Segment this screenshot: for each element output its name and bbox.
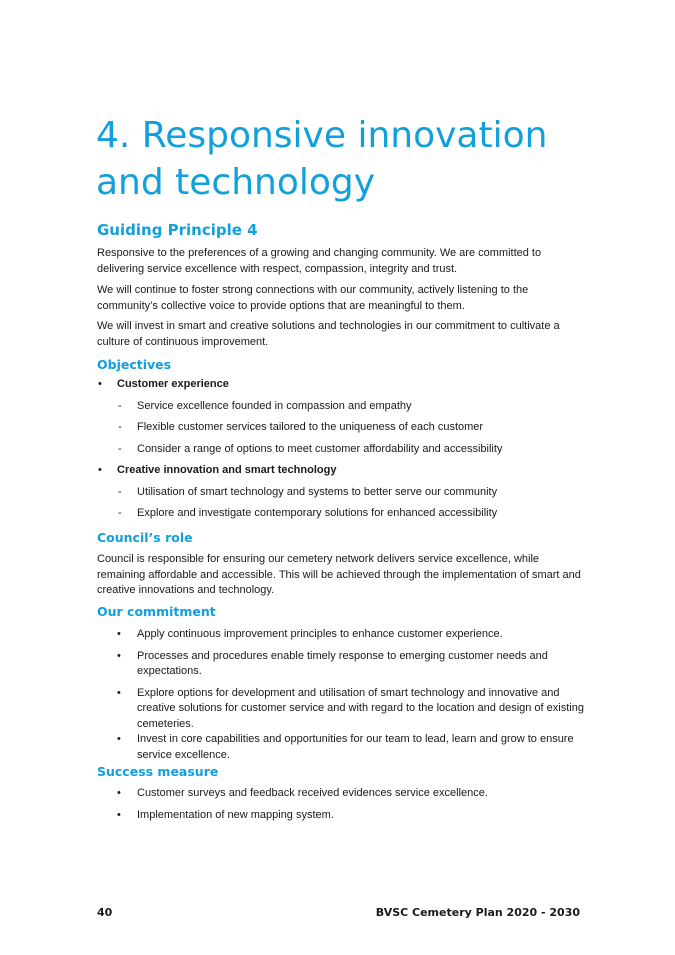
page-number: 40 (97, 906, 113, 919)
commitment-item: • Processes and procedures enable timely response to emerging customer needs and expectations. (117, 649, 548, 677)
bullet-icon: • (117, 649, 121, 662)
commitment-heading: Our commitment (97, 604, 216, 619)
bullet-icon: • (117, 787, 121, 799)
commitment-list (97, 627, 587, 769)
commitment-item: • Explore options for development and utilisation of smart technology and innovative and creative solutions for customer service and with regard to the location and design of existing cemeteries. (117, 686, 584, 730)
objective-item: - Utilisation of smart technology and systems to better serve our community (118, 485, 498, 498)
objective-item: - Explore and investigate contemporary solutions for enhanced accessibility (118, 507, 498, 519)
councils-role-heading: Council’s role (97, 530, 193, 545)
bullet-icon: • (117, 733, 121, 745)
bullet-icon: • (117, 808, 121, 821)
objective-title: • Creative innovation and smart technology (98, 464, 337, 476)
objective-item: - Consider a range of options to meet customer affordability and accessibility (118, 442, 503, 455)
dash-icon: - (118, 507, 122, 519)
councils-role-text: Council is responsible for ensuring our cemetery network delivers service excellence, while remaining affordable and accessible. This will be achieved through the implementation of smart and creative innovations and technology. (97, 553, 581, 596)
document-title: BVSC Cemetery Plan 2020 - 2030 (375, 906, 580, 919)
objective-item: - Service excellence founded in compassion and empathy (118, 399, 412, 412)
success-measure-item: • Customer surveys and feedback received evidences service excellence. (97, 786, 587, 802)
commitment-item: • Invest in core capabilities and opportunities for our team to lead, learn and grow to ensure service excellence. (117, 733, 574, 761)
guiding-principle-paragraph-1: Responsive to the preferences of a growing and changing community. We are committed to delivering service excellence with respect, compassion, integrity and trust. (97, 247, 542, 275)
objectives-list (97, 377, 587, 528)
dash-icon: - (118, 421, 122, 433)
bullet-icon: • (117, 628, 121, 640)
bullet-icon: • (98, 464, 102, 476)
page-title: 4. Responsive innovation and technology (96, 115, 548, 203)
objective-item: - Flexible customer services tailored to the uniqueness of each customer (118, 421, 484, 433)
objectives-heading: Objectives (97, 357, 172, 372)
dash-icon: - (118, 485, 122, 498)
objective-group-creative-innovation (97, 463, 587, 528)
objective-group-customer-experience (97, 377, 587, 463)
guiding-principle-paragraph-2: We will continue to foster strong connections with our community, actively listening to the community’s collective voice to provide options that are meaningful to them. (97, 284, 529, 312)
commitment-item: • Apply continuous improvement principles to enhance customer experience. (97, 627, 587, 643)
guiding-principle-heading: Guiding Principle 4 (97, 221, 258, 239)
dash-icon: - (118, 399, 122, 412)
bullet-icon: • (117, 686, 121, 699)
guiding-principle-paragraph-3: We will invest in smart and creative solutions and technologies in our commitment to cultivate a culture of continuous improvement. (97, 320, 560, 348)
bullet-icon: • (98, 378, 102, 390)
success-measure-list (97, 786, 587, 829)
dash-icon: - (118, 442, 122, 455)
success-measure-heading: Success measure (97, 764, 219, 779)
objective-title: • Customer experience (98, 378, 229, 390)
success-measure-item: • Implementation of new mapping system. (97, 808, 587, 824)
